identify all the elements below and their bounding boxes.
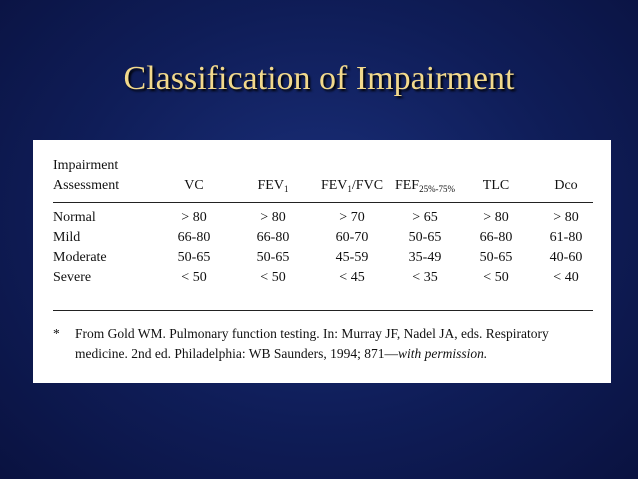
table-row <box>53 250 593 270</box>
footnote <box>53 324 593 364</box>
fef-subscript: 25%-75% <box>419 184 456 194</box>
header-fef: $FEF_{25\%-75\%}$ <box>394 178 456 194</box>
cell-fev1-fvc: < 45 <box>339 270 365 285</box>
footnote-marker: * <box>53 326 60 341</box>
cell-tlc: > 80 <box>483 210 509 225</box>
cell-tlc: 66-80 <box>479 230 513 245</box>
cell-fef: < 35 <box>412 270 438 285</box>
fev1-subscript: 1 <box>283 184 289 194</box>
cell-tlc: 50-65 <box>479 250 513 265</box>
row-label: Normal <box>53 210 96 225</box>
row-label: Moderate <box>53 250 107 265</box>
table-row <box>53 210 593 230</box>
row-label: Mild <box>53 230 81 245</box>
cell-fev1-fvc: 45-59 <box>335 250 369 265</box>
impairment-table-image <box>33 140 611 383</box>
header-fev1-fvc: $FEV_1$/FVC <box>320 178 384 194</box>
header-dco: Dco <box>554 178 578 193</box>
cell-fev1: 50-65 <box>256 250 290 265</box>
cell-fev1: < 50 <box>260 270 286 285</box>
header-vc: VC <box>184 178 204 193</box>
cell-fev1-fvc: > 70 <box>339 210 365 225</box>
table-row <box>53 270 593 290</box>
cell-fev1-fvc: 60-70 <box>335 230 369 245</box>
header-row <box>53 178 593 198</box>
header-divider <box>53 202 593 203</box>
header-assessment: Assessment <box>53 178 120 193</box>
table-row <box>53 230 593 250</box>
cell-dco: 40-60 <box>549 250 583 265</box>
cell-vc: 50-65 <box>177 250 211 265</box>
cell-vc: 66-80 <box>177 230 211 245</box>
footnote-text: From Gold WM. Pulmonary function testing. In: Murray JF, Nadel JA, eds. Respiratory medicine. 2nd ed. Philadelphia: WB Saunders, 1994; 871—with permission. <box>75 326 549 361</box>
row-label: Severe <box>53 270 92 285</box>
cell-fev1: 66-80 <box>256 230 290 245</box>
cell-dco: > 80 <box>553 210 579 225</box>
cell-fef: > 65 <box>412 210 438 225</box>
header-impairment: Impairment <box>53 158 119 173</box>
table-body <box>53 210 593 290</box>
cell-dco: < 40 <box>553 270 579 285</box>
cell-fef: 35-49 <box>408 250 442 265</box>
cell-fef: 50-65 <box>408 230 442 245</box>
cell-dco: 61-80 <box>549 230 583 245</box>
footnote-divider <box>53 310 593 311</box>
cell-vc: > 80 <box>181 210 207 225</box>
slide-title: Classification of Impairment <box>123 60 515 97</box>
header-fev1: $FEV_1$ <box>257 178 289 194</box>
cell-tlc: < 50 <box>483 270 509 285</box>
cell-fev1: > 80 <box>260 210 286 225</box>
cell-vc: < 50 <box>181 270 207 285</box>
fev1-fvc-subscript: 1 <box>347 184 352 194</box>
footnote-italic: with permission. <box>397 346 488 361</box>
header-tlc: TLC <box>482 178 510 193</box>
